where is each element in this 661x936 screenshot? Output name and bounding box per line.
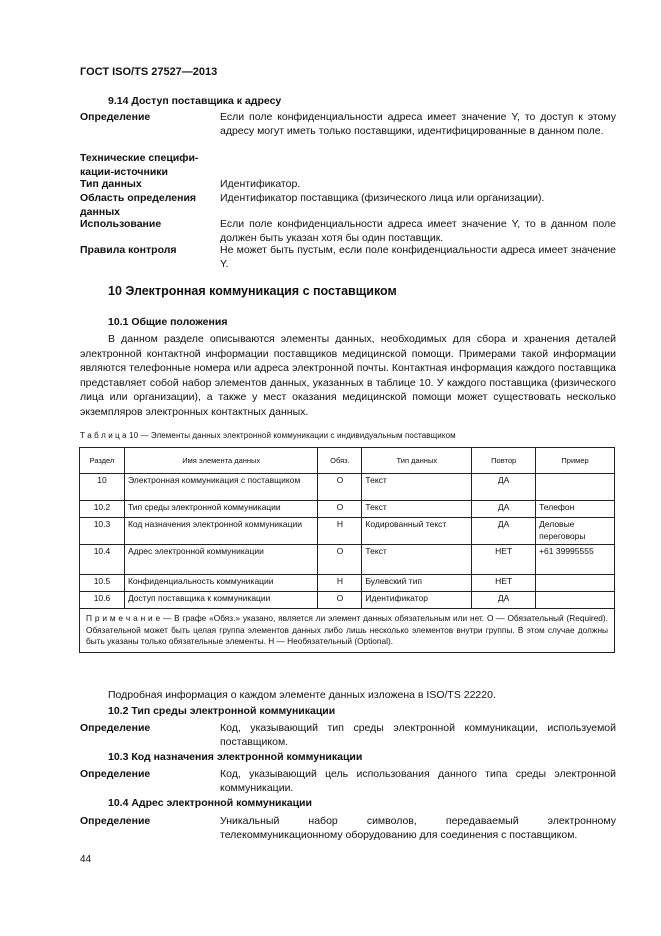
table-cell: 10.2 <box>80 501 125 518</box>
table-row <box>80 545 615 575</box>
table-header-cell: Пример <box>536 448 615 474</box>
table-cell: 10.4 <box>80 545 125 575</box>
term-label: Использование <box>80 218 162 230</box>
section-10-3-title: 10.3 Код назначения электронной коммуникации <box>108 751 363 763</box>
section-9-14-title: 9.14 Доступ поставщика к адресу <box>108 95 282 107</box>
def-row-data-type <box>80 177 616 191</box>
table-cell: О <box>318 592 362 609</box>
term-definition: Уникальный набор символов, передаваемый электронному телекоммуникационному оборудованию для соединения с поставщиком. <box>220 815 616 841</box>
section-10-1-title: 10.1 Общие положения <box>108 316 228 328</box>
table-note: П р и м е ч а н и е — В графе «Обяз.» указано, является ли элемент данных обязательным или нет. О — Обязательный (Required). Обязательной может быть целая группа элементов данных либо лишь несколько элементов внутри группы. В этом случае должны быть указаны только обязательные элементы. Н — Необязательный (Optional). <box>80 609 615 653</box>
table-cell: НЕТ <box>472 545 536 575</box>
table-cell: 10 <box>80 474 125 501</box>
term-definition: Идентификатор поставщика (физического лица или организации). <box>220 192 545 204</box>
table-cell: Текст <box>362 545 472 575</box>
table-row <box>80 474 615 501</box>
term-definition: Если поле конфиденциальности адреса имеет значение Y, то доступ к этому адресу могут иметь только поставщики, идентифицированные в данном поле. <box>220 111 616 137</box>
table-cell: ДА <box>472 518 536 545</box>
data-elements-table <box>79 447 615 653</box>
term-definition: Код, указывающий цель использования данного типа среды электронной коммуникации. <box>220 768 616 794</box>
table-cell: Текст <box>362 501 472 518</box>
table-cell: Код назначения электронной коммуникации <box>124 518 318 545</box>
table-cell: О <box>318 501 362 518</box>
table-row <box>80 592 615 609</box>
def-row-domain <box>80 191 616 219</box>
term-definition: Код, указывающий тип среды электронной коммуникации, используемой поставщиком. <box>220 722 616 748</box>
table-cell: Конфиденциальность коммуникации <box>124 575 318 592</box>
term-label: Область определения данных <box>80 192 197 218</box>
table-header-row <box>80 448 615 474</box>
table-header-cell: Обяз. <box>318 448 362 474</box>
term-label: Определение <box>80 768 151 780</box>
table-cell: Электронная коммуникация с поставщиком <box>124 474 318 501</box>
section-10-4-title: 10.4 Адрес электронной коммуникации <box>108 797 312 809</box>
table-row <box>80 518 615 545</box>
table-cell: Кодированный текст <box>362 518 472 545</box>
table-cell: Н <box>318 575 362 592</box>
document-header: ГОСТ ISO/TS 27527—2013 <box>80 66 218 78</box>
table-cell: О <box>318 474 362 501</box>
section-10-title: 10 Электронная коммуникация с поставщиком <box>108 284 397 298</box>
term-definition: Не может быть пустым, если поле конфиденциальности адреса имеет значение Y. <box>220 244 616 270</box>
table-caption: Т а б л и ц а 10 — Элементы данных электронной коммуникации с индивидуальным поставщиком <box>80 431 456 440</box>
table-cell: Идентификатор <box>362 592 472 609</box>
table-cell <box>536 474 615 501</box>
after-table-text: Подробная информация о каждом элементе данных изложена в ISO/TS 22220. <box>108 689 496 701</box>
term-definition: Если поле конфиденциальности адреса имеет значение Y, то в данном поле должен быть указан хотя бы один поставщик. <box>220 218 616 244</box>
table-cell: НЕТ <box>472 575 536 592</box>
table-cell: Н <box>318 518 362 545</box>
table-cell <box>536 592 615 609</box>
table-cell: Булевский тип <box>362 575 472 592</box>
term-label: Определение <box>80 815 151 827</box>
table-cell: О <box>318 545 362 575</box>
table-cell: 10.5 <box>80 575 125 592</box>
def-row-usage <box>80 217 616 245</box>
section-10-2-title: 10.2 Тип среды электронной коммуникации <box>108 705 336 717</box>
table-cell: Тип среды электронной коммуникации <box>124 501 318 518</box>
def-row-10-3 <box>80 767 616 795</box>
table-note-row <box>80 609 615 653</box>
term-label: Определение <box>80 722 151 734</box>
table-cell: ДА <box>472 474 536 501</box>
table-header-cell: Имя элемента данных <box>124 448 318 474</box>
table-header-cell: Раздел <box>80 448 125 474</box>
term-label: Технические специфи-кации-источники <box>80 152 199 178</box>
table-cell: Адрес электронной коммуникации <box>124 545 318 575</box>
table-cell: ДА <box>472 592 536 609</box>
page-number: 44 <box>80 854 92 865</box>
table-row <box>80 501 615 518</box>
table-header-cell: Повтор <box>472 448 536 474</box>
table-row <box>80 575 615 592</box>
section-10-1-paragraph: В данном разделе описываются элементы данных, необходимых для сбора и хранения деталей электронной контактной информации поставщиков медицинской помощи. Примерами такой информации являются телефонные номера или адреса электронной почты. Контактная информация каждого поставщика представляет собой набор элементов данных, указанных в таблице 10. У каждого поставщика (физического лица или организации), а также у мест оказания медицинской помощи может существовать несколько экземпляров электронных контактных данных. <box>80 333 616 418</box>
table-cell: Текст <box>362 474 472 501</box>
table-cell: Доступ поставщика к коммуникации <box>124 592 318 609</box>
table-cell: ДА <box>472 501 536 518</box>
table-cell: Деловые переговоры <box>536 518 615 545</box>
term-label: Тип данных <box>80 178 142 190</box>
term-label: Определение <box>80 111 151 123</box>
def-row-10-4 <box>80 814 616 842</box>
def-row-10-2 <box>80 721 616 749</box>
def-row-definition <box>80 110 616 154</box>
table-cell: 10.6 <box>80 592 125 609</box>
table-cell: Телефон <box>536 501 615 518</box>
table-cell: +61 39995555 <box>536 545 615 575</box>
def-row-tech-spec <box>80 151 616 179</box>
def-row-validation <box>80 243 616 271</box>
term-definition: Идентификатор. <box>220 178 301 190</box>
table-cell <box>536 575 615 592</box>
term-label: Правила контроля <box>80 244 177 256</box>
table-header-cell: Тип данных <box>362 448 472 474</box>
table-cell: 10.3 <box>80 518 125 545</box>
